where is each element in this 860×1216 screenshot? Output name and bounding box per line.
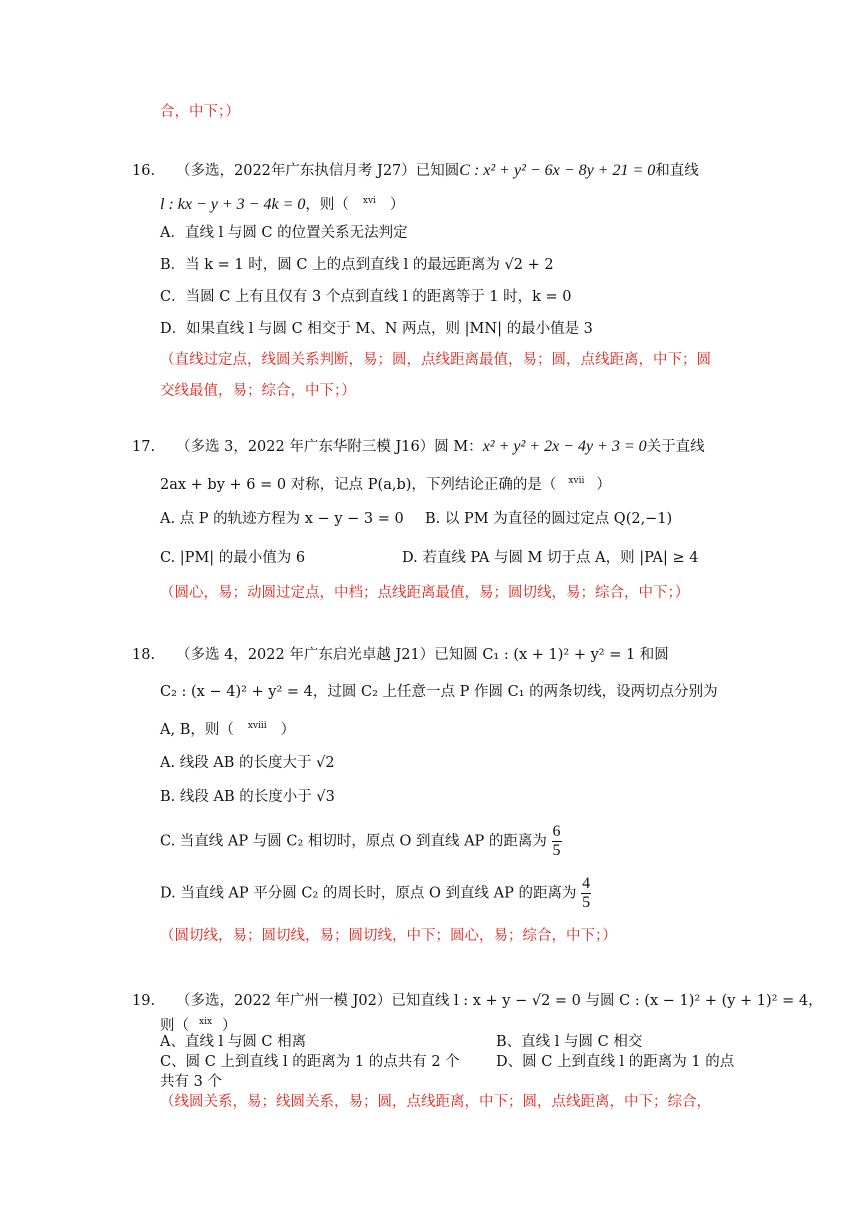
option-text: C. 当直线 AP 与圆 C₂ 相切时，原点 O 到直线 AP 的距离为 <box>160 833 547 850</box>
circle-equation: x² + y² + 2x − 4y + 3 = 0 <box>482 438 647 455</box>
question-number: 16. <box>132 163 156 179</box>
option-b: B．当 k = 1 时，圆 C 上的点到直线 l 的最远距离为 √2 + 2 <box>160 257 554 273</box>
denominator: 5 <box>582 894 591 911</box>
option-b: B、直线 l 与圆 C 相交 <box>496 1034 643 1050</box>
option-d: D. 若直线 PA 与圆 M 切于点 A，则 |PA| ≥ 4 <box>402 550 699 566</box>
question-17-line2 <box>160 470 611 496</box>
option-c <box>160 823 562 860</box>
footnote-ref: xvii <box>568 476 585 486</box>
question-source: （多选 4，2022 年广东启光卓越 J21）已知圆 C₁ : (x + 1)² + y² = 1 和圆 <box>176 647 669 663</box>
then-text: 则（ <box>160 1017 189 1034</box>
fraction <box>581 875 591 912</box>
circle-equation: C : x² + y² − 6x − 8y + 21 = 0 <box>459 162 656 179</box>
close-paren: ） <box>222 1017 237 1034</box>
then-text: ，则（ <box>305 196 349 213</box>
line-equation: l : kx − y + 3 − 4k = 0 <box>160 195 306 213</box>
difficulty-note: （圆切线，易；圆切线，易；圆切线，中下；圆心，易；综合，中下；） <box>160 928 617 944</box>
option-d: D．如果直线 l 与圆 C 相交于 M、N 两点，则 |MN| 的最小值是 3 <box>160 321 593 337</box>
top-note: 合，中下；） <box>160 104 240 120</box>
question-text: A, B，则（ <box>160 721 234 738</box>
denominator: 5 <box>552 842 561 859</box>
header-tail: 关于直线 <box>646 439 705 455</box>
option-text: D. 当直线 AP 平分圆 C₂ 的周长时，原点 O 到直线 AP 的距离为 <box>160 885 577 902</box>
option-d: D、圆 C 上到直线 l 的距离为 1 的点 <box>496 1054 735 1070</box>
question-17-header <box>132 436 705 458</box>
fraction <box>552 823 562 860</box>
option-d-continued: 共有 3 个 <box>160 1074 222 1090</box>
question-number: 17. <box>132 439 156 455</box>
difficulty-note-line2: 交线最值，易；综合，中下；） <box>160 383 356 399</box>
close-paren: ） <box>280 721 296 738</box>
question-source: （多选 3，2022 年广东华附三模 J16）圆 M： <box>176 439 483 455</box>
footnote-ref: xviii <box>247 721 267 731</box>
close-paren: ） <box>389 196 405 213</box>
close-paren: ） <box>596 476 611 493</box>
question-text: （多选，2022 年广州一模 J02）已知直线 l : x + y − √2 = 0 与圆 C : (x − 1)² + (y + 1)² = 4， <box>176 993 823 1009</box>
question-19-header <box>132 990 823 1012</box>
difficulty-note: （线圆关系，易；线圆关系，易；圆，点线距离，中下；圆，点线距离，中下；综合， <box>160 1094 711 1110</box>
numerator: 6 <box>552 823 561 840</box>
option-d <box>160 875 591 912</box>
difficulty-note-line1: （直线过定点，线圆关系判断，易；圆，点线距离最值，易；圆，点线距离，中下；圆 <box>160 352 711 368</box>
option-a: A. 线段 AB 的长度大于 √2 <box>160 755 335 771</box>
option-c: C．当圆 C 上有且仅有 3 个点到直线 l 的距离等于 1 时，k = 0 <box>160 289 572 305</box>
numerator: 4 <box>582 875 591 892</box>
question-18-line2: C₂ : (x − 4)² + y² = 4，过圆 C₂ 上任意一点 P 作圆 C₁ 的两条切线，设两切点分别为 <box>160 684 718 700</box>
difficulty-note: （圆心，易；动圆过定点，中档；点线距离最值，易；圆切线，易；综合，中下；） <box>160 585 690 601</box>
question-number: 19. <box>132 993 156 1009</box>
question-text: 2ax + by + 6 = 0 对称，记点 P(a,b)，下列结论正确的是（ <box>160 476 557 493</box>
question-source: （多选，2022年广东执信月考 J27）已知圆 <box>176 163 460 179</box>
option-b: B. 线段 AB 的长度小于 √3 <box>160 789 335 805</box>
question-16-header <box>132 160 699 182</box>
question-18-line3 <box>160 715 295 741</box>
option-a: A. 点 P 的轨迹方程为 x − y − 3 = 0 <box>160 511 404 527</box>
footnote-ref: xix <box>199 1017 213 1027</box>
question-18-header <box>132 644 669 666</box>
option-a: A、直线 l 与圆 C 相离 <box>160 1034 307 1050</box>
header-tail: 和直线 <box>655 163 699 179</box>
question-number: 18. <box>132 647 156 663</box>
option-a: A．直线 l 与圆 C 的位置关系无法判定 <box>160 225 408 241</box>
question-16-line-eq <box>160 190 404 216</box>
option-b: B. 以 PM 为直径的圆过定点 Q(2,−1) <box>425 511 673 527</box>
footnote-ref: xvi <box>362 196 376 206</box>
option-c: C. |PM| 的最小值为 6 <box>160 550 306 566</box>
option-c: C、圆 C 上到直线 l 的距离为 1 的点共有 2 个 <box>160 1054 460 1070</box>
